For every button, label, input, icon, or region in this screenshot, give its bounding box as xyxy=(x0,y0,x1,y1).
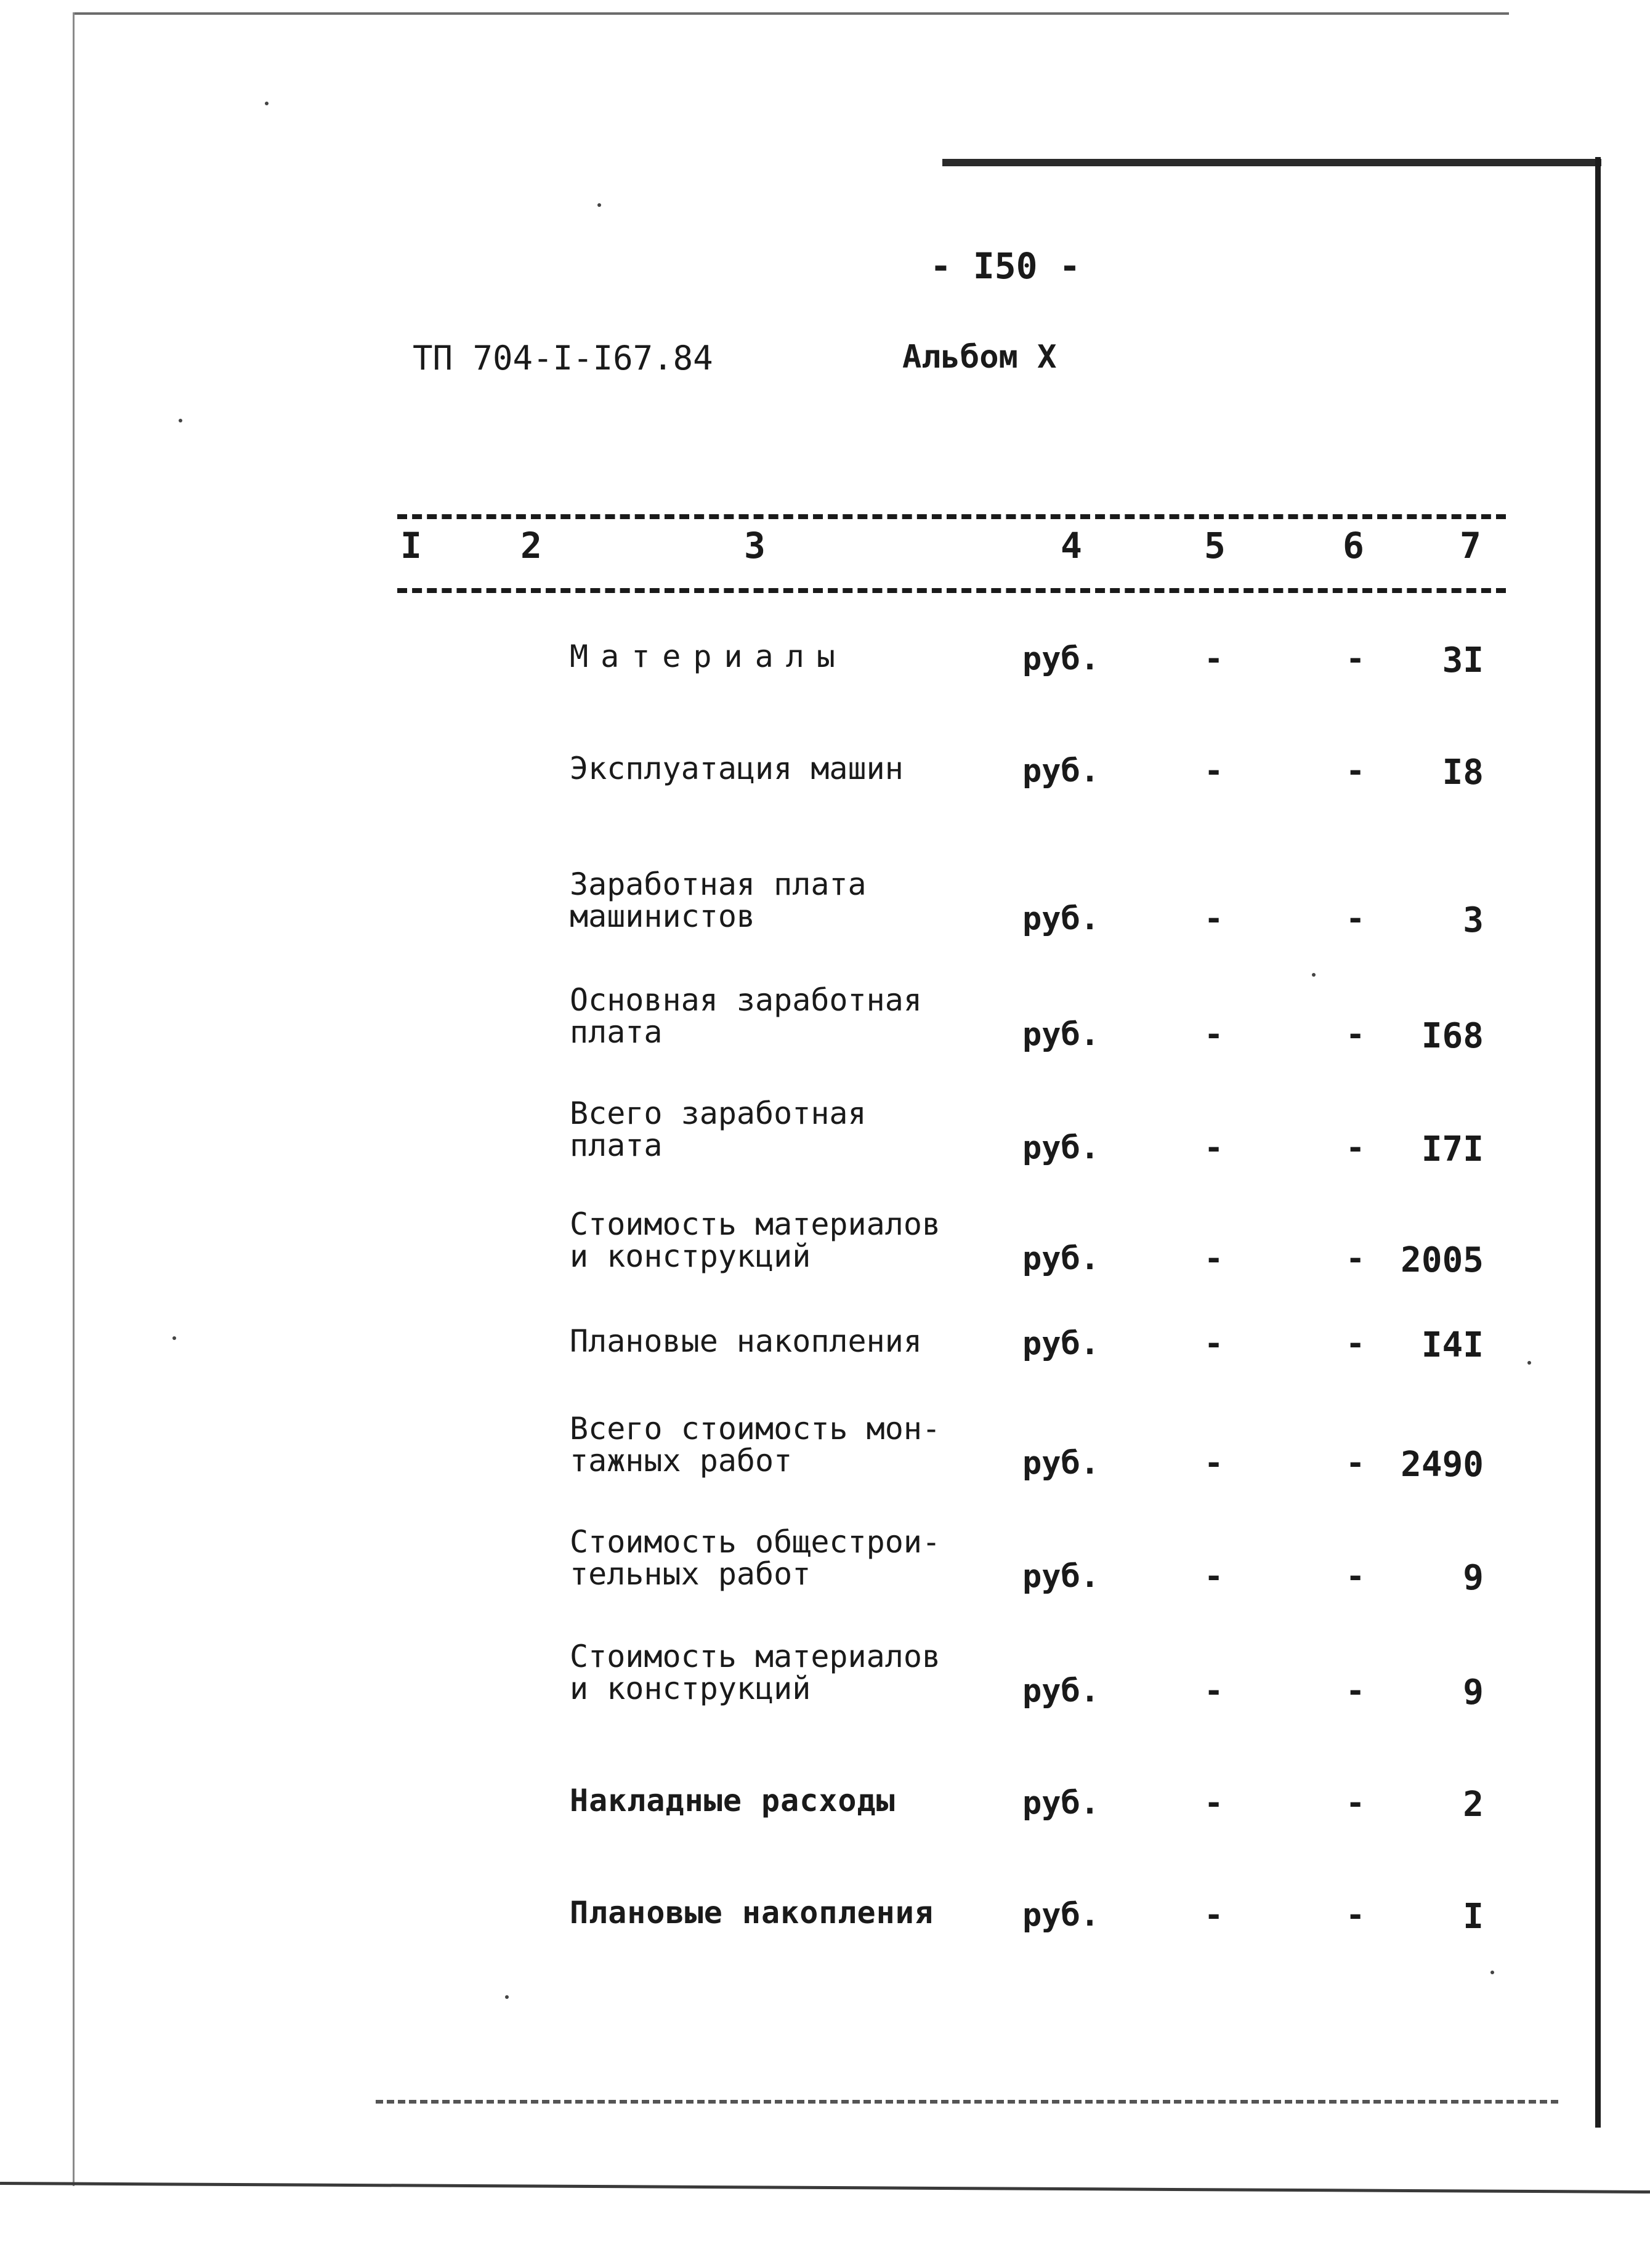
row-col5: - xyxy=(1204,900,1224,937)
column-header-1: I xyxy=(400,525,422,567)
row-value: 3I xyxy=(1442,640,1484,680)
row-col5: - xyxy=(1204,1558,1224,1595)
row-col6: - xyxy=(1346,1673,1365,1709)
scan-edge-bottom xyxy=(0,2182,1650,2193)
row-value: 9 xyxy=(1463,1673,1484,1713)
row-value: 9 xyxy=(1463,1558,1484,1598)
scan-speck xyxy=(265,102,269,105)
scan-speck xyxy=(1312,973,1316,977)
row-unit: руб. xyxy=(1022,1240,1100,1277)
table-header-bottom-rule xyxy=(397,588,1506,593)
row-label: Материалы xyxy=(570,639,847,674)
scan-speck xyxy=(172,1336,176,1340)
row-unit: руб. xyxy=(1022,640,1100,677)
row-unit: руб. xyxy=(1022,1445,1100,1482)
page-top-bar xyxy=(942,159,1601,166)
scan-speck xyxy=(1527,1361,1531,1365)
row-label: Эксплуатация машин xyxy=(570,751,904,786)
scan-speck xyxy=(505,1995,509,1999)
row-value: I68 xyxy=(1421,1016,1484,1056)
row-value: I7I xyxy=(1421,1129,1484,1169)
scan-speck xyxy=(1490,1971,1494,1974)
row-col5: - xyxy=(1204,1325,1224,1362)
column-header-2: 2 xyxy=(520,525,542,567)
row-col5: - xyxy=(1204,1673,1224,1709)
page-right-bar xyxy=(1595,157,1601,2128)
row-col6: - xyxy=(1346,900,1365,937)
row-unit: руб. xyxy=(1022,1129,1100,1166)
scan-edge-top xyxy=(74,12,1509,15)
column-header-6: 6 xyxy=(1343,525,1364,567)
document-code: ТП 704-I-I67.84 xyxy=(413,339,713,377)
row-label: Стоимость материалов и конструкций xyxy=(570,1639,941,1706)
row-col5: - xyxy=(1204,1240,1224,1277)
row-label: Плановые накопления xyxy=(570,1323,922,1359)
row-unit: руб. xyxy=(1022,1558,1100,1595)
row-unit: руб. xyxy=(1022,900,1100,937)
bottom-dashed-line xyxy=(376,2100,1558,2104)
row-unit: руб. xyxy=(1022,1673,1100,1709)
row-col6: - xyxy=(1346,1016,1365,1053)
row-col5: - xyxy=(1204,1445,1224,1482)
row-col5: - xyxy=(1204,1897,1224,1934)
row-label: Всего заработная плата xyxy=(570,1096,867,1163)
row-unit: руб. xyxy=(1022,1325,1100,1362)
row-col6: - xyxy=(1346,1445,1365,1482)
row-col5: - xyxy=(1204,1785,1224,1822)
page-number: - I50 - xyxy=(930,245,1081,287)
table-header-top-rule xyxy=(397,514,1506,519)
row-value: 2 xyxy=(1463,1785,1484,1825)
row-label: Стоимость общестрои- тельных работ xyxy=(570,1524,941,1592)
album-label: Альбом X xyxy=(902,339,1057,376)
row-value: 3 xyxy=(1463,900,1484,940)
row-label: Основная заработная плата xyxy=(570,982,922,1050)
row-unit: руб. xyxy=(1022,1785,1100,1822)
row-unit: руб. xyxy=(1022,1897,1100,1934)
row-label: Всего стоимость мон- тажных работ xyxy=(570,1411,941,1479)
row-value: I4I xyxy=(1421,1325,1484,1365)
row-col6: - xyxy=(1346,1129,1365,1166)
row-col6: - xyxy=(1346,1325,1365,1362)
row-col6: - xyxy=(1346,753,1365,789)
row-col6: - xyxy=(1346,1240,1365,1277)
column-header-4: 4 xyxy=(1061,525,1082,567)
row-col5: - xyxy=(1204,753,1224,789)
row-unit: руб. xyxy=(1022,753,1100,789)
column-header-3: 3 xyxy=(744,525,766,567)
row-label: Стоимость материалов и конструкций xyxy=(570,1206,941,1274)
column-header-7: 7 xyxy=(1460,525,1481,567)
row-label: Накладные расходы xyxy=(570,1783,896,1818)
row-col6: - xyxy=(1346,1897,1365,1934)
row-col5: - xyxy=(1204,1016,1224,1053)
row-col6: - xyxy=(1346,640,1365,677)
column-header-5: 5 xyxy=(1204,525,1226,567)
row-col6: - xyxy=(1346,1558,1365,1595)
row-col6: - xyxy=(1346,1785,1365,1822)
scan-speck xyxy=(179,419,182,422)
row-col5: - xyxy=(1204,1129,1224,1166)
scan-speck xyxy=(597,203,601,207)
row-label: Заработная плата машинистов xyxy=(570,866,867,934)
row-label: Плановые накопления xyxy=(570,1895,934,1931)
row-value: 2490 xyxy=(1401,1445,1484,1485)
row-value: I8 xyxy=(1442,753,1484,793)
row-value: I xyxy=(1463,1897,1484,1937)
scan-edge-left xyxy=(73,12,75,2186)
row-unit: руб. xyxy=(1022,1016,1100,1053)
row-col5: - xyxy=(1204,640,1224,677)
row-value: 2005 xyxy=(1401,1240,1484,1280)
